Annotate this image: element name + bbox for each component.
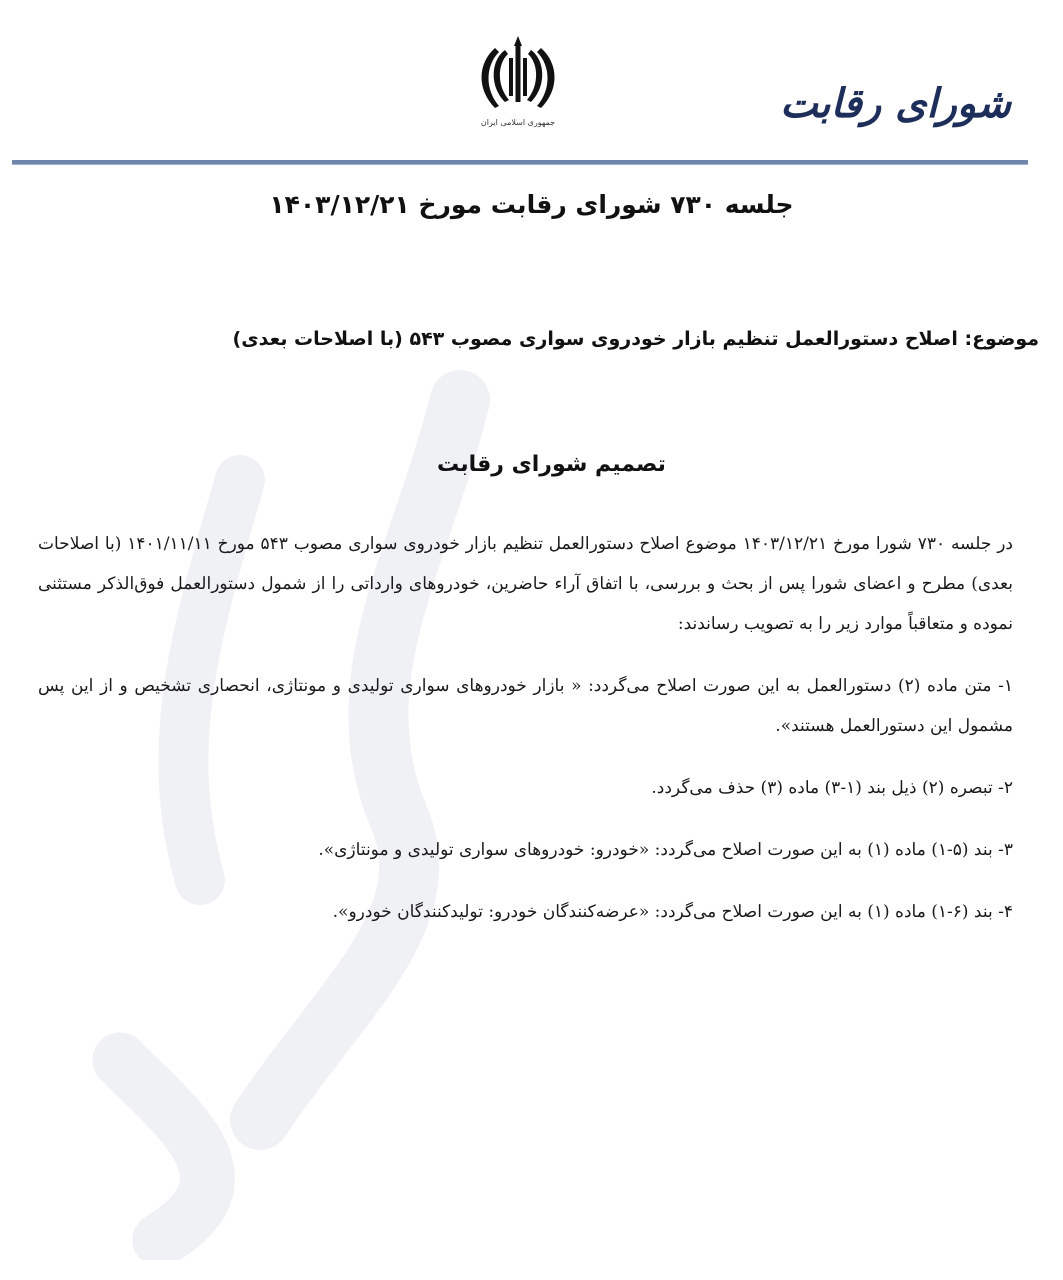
- decision-item-4: ۴- بند (۶-۱) ماده (۱) به این صورت اصلاح می‌گردد: «عرضه‌کنندگان خودرو: تولیدکنندگان خودرو».: [332, 902, 1013, 922]
- subject-line: موضوع: اصلاح دستورالعمل تنظیم بازار خودروی سواری مصوب ۵۴۳ (با اصلاحات بعدی): [232, 328, 1039, 350]
- emblem-icon: [475, 28, 561, 114]
- decision-body: [38, 524, 1013, 932]
- intro-paragraph: در جلسه ۷۳۰ شورا مورخ ۱۴۰۳/۱۲/۲۱ موضوع اصلاح دستورالعمل تنظیم بازار خودروی سواری مصوب ۵۴۳ مورخ ۱۴۰۱/۱۱/۱۱ (با اصلاحات بعدی) مطرح و اعضای شورا پس از بحث و بررسی، با اتفاق آراء حاضرین، خودروهای وارداتی را از شمول دستورالعمل فوق‌الذکر مستثنی نموده و متعاقباً موارد زیر را به تصویب رساندند:: [38, 534, 1013, 634]
- brand-logotype: شورای رقابت: [780, 80, 1011, 127]
- emblem-caption: جمهوری اسلامی ایران: [480, 118, 556, 127]
- decision-item-1: ۱- متن ماده (۲) دستورالعمل به این صورت اصلاح می‌گردد: « بازار خودروهای سواری تولیدی و مونتاژی، انحصاری تشخیص و از این پس مشمول این دستورالعمل هستند».: [38, 676, 1014, 736]
- decision-item-2: ۲- تبصره (۲) ذیل بند (۱-۳) ماده (۳) حذف می‌گردد.: [651, 778, 1013, 798]
- iran-emblem: [468, 28, 568, 127]
- decision-title: تصمیم شورای رقابت: [437, 452, 666, 477]
- session-title: جلسه ۷۳۰ شورای رقابت مورخ ۱۴۰۳/۱۲/۲۱: [269, 190, 794, 219]
- header-divider: [12, 160, 1028, 165]
- decision-item-3: ۳- بند (۵-۱) ماده (۱) به این صورت اصلاح می‌گردد: «خودرو: خودروهای سواری تولیدی و مونتاژی».: [318, 840, 1013, 860]
